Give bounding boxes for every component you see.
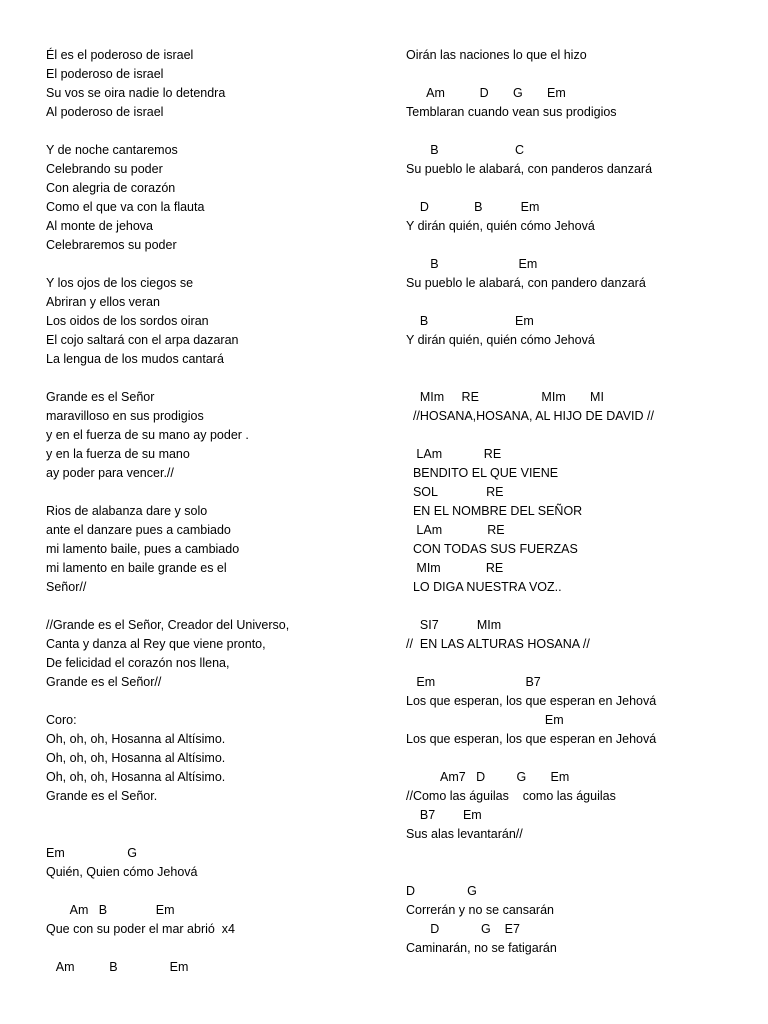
lyric-line: Al monte de jehova <box>46 219 154 233</box>
lyric-line: B Em <box>406 257 538 271</box>
lyric-line: Los oidos de los sordos oiran <box>46 314 209 328</box>
lyric-line: Oh, oh, oh, Hosanna al Altísimo. <box>46 770 226 784</box>
lyric-line: Rios de alabanza dare y solo <box>46 504 208 518</box>
lyric-line: Y dirán quién, quién cómo Jehová <box>406 219 595 233</box>
lyric-line: Como el que va con la flauta <box>46 200 205 214</box>
lyric-line: LO DIGA NUESTRA VOZ.. <box>406 580 562 594</box>
lyric-line <box>406 597 756 616</box>
lyric-line: Señor// <box>46 580 87 594</box>
lyric-line <box>406 179 756 198</box>
lyric-line: Que con su poder el mar abrió x4 <box>46 922 235 936</box>
lyric-line <box>406 293 756 312</box>
lyric-line: Su vos se oira nadie lo detendra <box>46 86 226 100</box>
lyric-line: Coro: <box>46 713 77 727</box>
lyric-line: Em G <box>46 846 137 860</box>
lyric-line: Grande es el Señor// <box>46 675 162 689</box>
lyric-line: Celebrando su poder <box>46 162 163 176</box>
lyric-line: Al poderoso de israel <box>46 105 164 119</box>
lyric-line: Oh, oh, oh, Hosanna al Altísimo. <box>46 732 226 746</box>
lyric-line: Correrán y no se cansarán <box>406 903 554 917</box>
lyric-line <box>406 863 756 882</box>
lyric-line: Am B Em <box>46 903 175 917</box>
lyric-line: Oirán las naciones lo que el hizo <box>406 48 587 62</box>
lyric-line: //Grande es el Señor, Creador del Universo, <box>46 618 290 632</box>
lyric-line <box>406 749 756 768</box>
lyric-line: Em B7 <box>406 675 541 689</box>
lyric-line: mi lamento en baile grande es el <box>46 561 227 575</box>
lyric-line <box>406 654 756 673</box>
lyric-line: B Em <box>406 314 534 328</box>
lyric-line: //Como las águilas como las águilas <box>406 789 616 803</box>
lyric-line <box>406 236 756 255</box>
lyric-line: BENDITO EL QUE VIENE <box>406 466 559 480</box>
lyric-line: Oh, oh, oh, Hosanna al Altísimo. <box>46 751 226 765</box>
lyric-line: Su pueblo le alabará, con panderos danzará <box>406 162 653 176</box>
lyric-line <box>46 692 376 711</box>
lyric-line <box>46 939 376 958</box>
lyric-line <box>406 426 756 445</box>
lyric-line: LAm RE <box>406 447 502 461</box>
lyric-line <box>406 122 756 141</box>
lyric-line <box>406 369 756 388</box>
lyric-line: D B Em <box>406 200 540 214</box>
lyric-line: SOL RE <box>406 485 504 499</box>
lyric-line <box>46 597 376 616</box>
lyric-line: La lengua de los mudos cantará <box>46 352 224 366</box>
lyric-line: LAm RE <box>406 523 505 537</box>
lyric-line: CON TODAS SUS FUERZAS <box>406 542 578 556</box>
lyric-line: Y los ojos de los ciegos se <box>46 276 194 290</box>
lyric-line: MIm RE <box>406 561 504 575</box>
lyric-line: Celebraremos su poder <box>46 238 177 252</box>
lyric-line: ante el danzare pues a cambiado <box>46 523 231 537</box>
lyric-line <box>46 806 376 825</box>
lyric-line: Sus alas levantarán// <box>406 827 523 841</box>
lyric-line <box>406 844 756 863</box>
lyric-line: El poderoso de israel <box>46 67 164 81</box>
lyric-line: B C <box>406 143 525 157</box>
lyric-line: El cojo saltará con el arpa dazaran <box>46 333 239 347</box>
lyric-line: Y dirán quién, quién cómo Jehová <box>406 333 595 347</box>
lyric-line: ay poder para vencer.// <box>46 466 174 480</box>
lyric-line: Am B Em <box>46 960 189 974</box>
lyric-line: mi lamento baile, pues a cambiado <box>46 542 240 556</box>
left-column <box>46 46 376 977</box>
lyric-line: MIm RE MIm MI <box>406 390 604 404</box>
lyric-line <box>46 882 376 901</box>
lyric-line: y en la fuerza de su mano <box>46 447 190 461</box>
lyric-line: Abriran y ellos veran <box>46 295 160 309</box>
lyric-line: Canta y danza al Rey que viene pronto, <box>46 637 266 651</box>
lyric-line: Los que esperan, los que esperan en Jehová <box>406 694 657 708</box>
lyric-line: De felicidad el corazón nos llena, <box>46 656 230 670</box>
lyric-line: Caminarán, no se fatigarán <box>406 941 557 955</box>
lyric-line: // EN LAS ALTURAS HOSANA // <box>406 637 590 651</box>
lyric-line: Él es el poderoso de israel <box>46 48 194 62</box>
lyric-line: Em <box>406 713 564 727</box>
lyric-line: y en el fuerza de su mano ay poder . <box>46 428 249 442</box>
lyric-line: Los que esperan, los que esperan en Jehová <box>406 732 657 746</box>
lyric-line: maravilloso en sus prodigios <box>46 409 204 423</box>
lyric-line: SI7 MIm <box>406 618 502 632</box>
lyric-line <box>46 255 376 274</box>
lyric-line <box>46 369 376 388</box>
lyric-line <box>46 483 376 502</box>
lyric-line: Am7 D G Em <box>406 770 570 784</box>
right-column <box>406 46 756 958</box>
lyric-line: Y de noche cantaremos <box>46 143 178 157</box>
lyric-line: Quién, Quien cómo Jehová <box>46 865 198 879</box>
lyric-line: //HOSANA,HOSANA, AL HIJO DE DAVID // <box>406 409 654 423</box>
lyric-line: D G <box>406 884 477 898</box>
lyric-line: Temblaran cuando vean sus prodigios <box>406 105 617 119</box>
lyric-line <box>406 65 756 84</box>
lyric-line: B7 Em <box>406 808 482 822</box>
lyric-line <box>46 122 376 141</box>
lyric-line: Su pueblo le alabará, con pandero danzará <box>406 276 646 290</box>
lyric-line: Grande es el Señor <box>46 390 155 404</box>
lyric-line: D G E7 <box>406 922 520 936</box>
lyric-line: Con alegria de corazón <box>46 181 176 195</box>
lyric-line: Am D G Em <box>406 86 566 100</box>
lyric-line: Grande es el Señor. <box>46 789 158 803</box>
lyric-line: EN EL NOMBRE DEL SEÑOR <box>406 504 583 518</box>
lyric-line <box>46 825 376 844</box>
lyric-line <box>406 350 756 369</box>
